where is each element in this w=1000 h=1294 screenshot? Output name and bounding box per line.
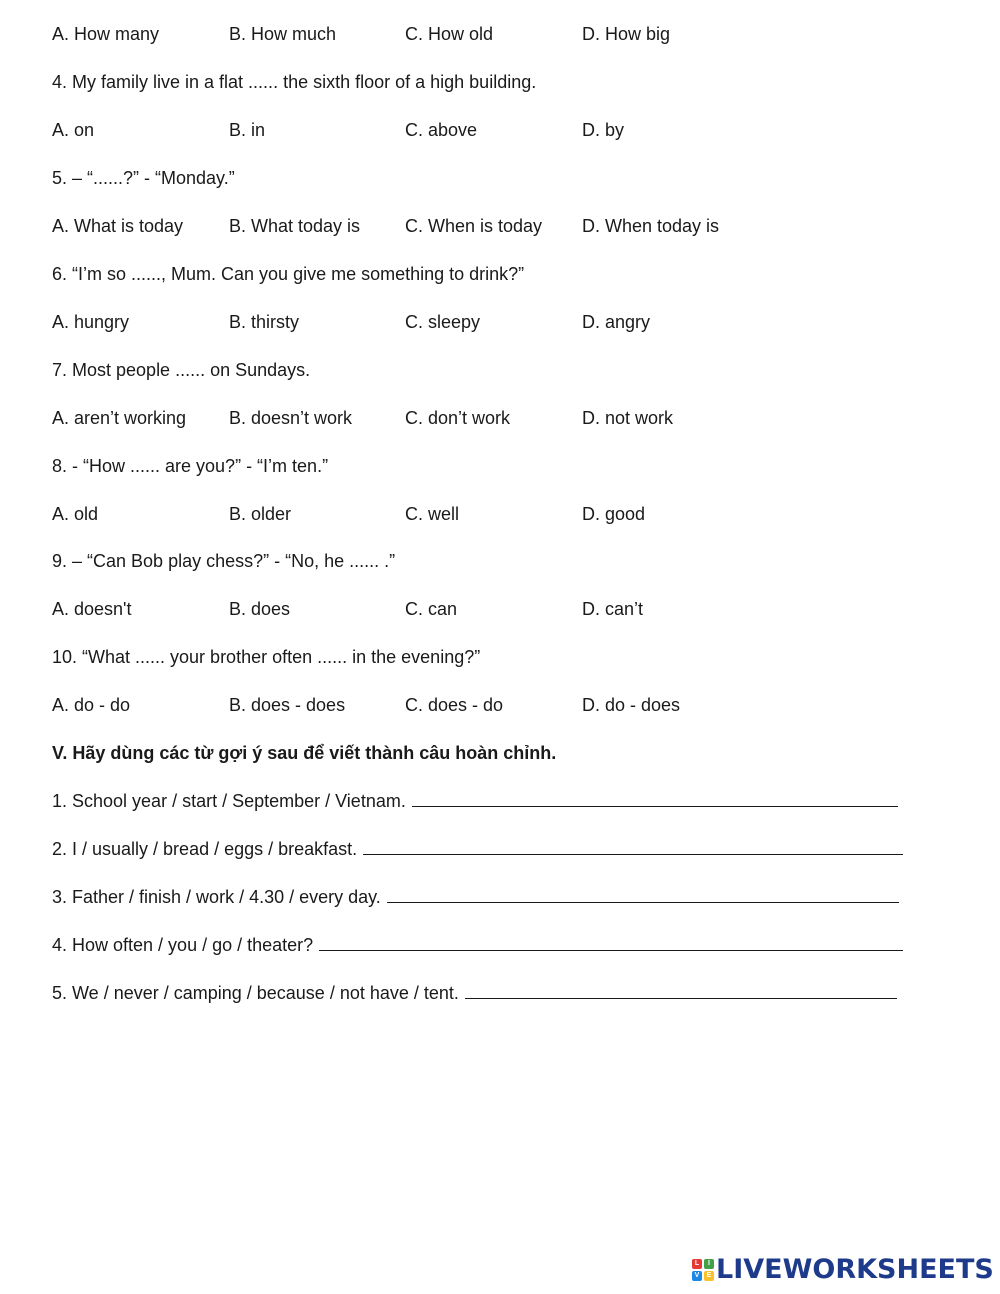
option-c[interactable]: C. don’t work: [405, 408, 511, 428]
option-b[interactable]: B. in: [229, 120, 266, 140]
option-b[interactable]: B. thirsty: [229, 312, 300, 332]
sentence-item: [52, 981, 897, 1005]
q5-question: 5. – “......?” - “Monday.”: [52, 168, 235, 188]
sentence-item: [52, 789, 898, 813]
sentence-prompt: 3. Father / finish / work / 4.30 / every day.: [52, 887, 381, 907]
q4-question: 4. My family live in a flat ...... the sixth floor of a high building.: [52, 72, 537, 92]
option-c[interactable]: C. above: [405, 120, 478, 140]
answer-line[interactable]: [319, 933, 903, 951]
q6-options: [52, 310, 812, 334]
answer-line[interactable]: [387, 885, 899, 903]
option-a[interactable]: A. on: [52, 120, 95, 140]
sentence-item: [52, 885, 899, 909]
option-d[interactable]: D. How big: [582, 24, 671, 44]
option-d[interactable]: D. do - does: [582, 695, 681, 715]
option-c[interactable]: C. does - do: [405, 695, 504, 715]
option-c[interactable]: C. sleepy: [405, 312, 481, 332]
sentence-prompt: 1. School year / start / September / Vietnam.: [52, 791, 406, 811]
option-a[interactable]: A. hungry: [52, 312, 130, 332]
answer-line[interactable]: [465, 981, 897, 999]
q8-options: [52, 502, 812, 526]
mark-letter: L: [692, 1259, 702, 1269]
option-b[interactable]: B. older: [229, 504, 292, 524]
section-5-heading: V. Hãy dùng các từ gợi ý sau để viết thành câu hoàn chỉnh.: [52, 743, 557, 763]
q8-question: 8. - “How ...... are you?” - “I’m ten.”: [52, 456, 329, 476]
option-d[interactable]: D. not work: [582, 408, 674, 428]
option-d[interactable]: D. angry: [582, 312, 651, 332]
q3-options: [52, 22, 812, 46]
mark-letter: I: [704, 1259, 714, 1269]
sentence-item: [52, 837, 903, 861]
q5-options: [52, 214, 812, 238]
option-a[interactable]: A. How many: [52, 24, 160, 44]
sentence-prompt: 5. We / never / camping / because / not have / tent.: [52, 983, 459, 1003]
q9-options: [52, 597, 812, 621]
option-a[interactable]: A. What is today: [52, 216, 184, 236]
option-a[interactable]: A. do - do: [52, 695, 131, 715]
liveworksheets-logo: [692, 1256, 994, 1284]
option-b[interactable]: B. does - does: [229, 695, 346, 715]
sentence-item: [52, 933, 903, 957]
option-d[interactable]: D. can’t: [582, 599, 644, 619]
q4-options: [52, 118, 812, 142]
liveworksheets-mark-icon: [692, 1259, 714, 1281]
q9-question: 9. – “Can Bob play chess?” - “No, he ...... .”: [52, 551, 396, 571]
q10-question: 10. “What ...... your brother often ...... in the evening?”: [52, 647, 481, 667]
sentence-prompt: 2. I / usually / bread / eggs / breakfast.: [52, 839, 358, 859]
option-b[interactable]: B. does: [229, 599, 291, 619]
option-d[interactable]: D. by: [582, 120, 625, 140]
q10-options: [52, 693, 812, 717]
q7-options: [52, 406, 812, 430]
option-c[interactable]: C. When is today: [405, 216, 543, 236]
mark-letter: V: [692, 1271, 702, 1281]
option-b[interactable]: B. What today is: [229, 216, 361, 236]
answer-line[interactable]: [363, 837, 903, 855]
option-a[interactable]: A. doesn't: [52, 599, 132, 619]
q6-question: 6. “I’m so ......, Mum. Can you give me something to drink?”: [52, 264, 525, 284]
q7-question: 7. Most people ...... on Sundays.: [52, 360, 311, 380]
logo-text: LIVEWORKSHEETS: [716, 1254, 994, 1285]
option-b[interactable]: B. doesn’t work: [229, 408, 353, 428]
option-d[interactable]: D. When today is: [582, 216, 720, 236]
option-c[interactable]: C. can: [405, 599, 458, 619]
option-c[interactable]: C. well: [405, 504, 460, 524]
answer-line[interactable]: [412, 789, 898, 807]
option-d[interactable]: D. good: [582, 504, 646, 524]
mark-letter: E: [704, 1271, 714, 1281]
option-c[interactable]: C. How old: [405, 24, 494, 44]
sentence-prompt: 4. How often / you / go / theater?: [52, 935, 314, 955]
option-a[interactable]: A. aren’t working: [52, 408, 187, 428]
option-a[interactable]: A. old: [52, 504, 99, 524]
option-b[interactable]: B. How much: [229, 24, 337, 44]
